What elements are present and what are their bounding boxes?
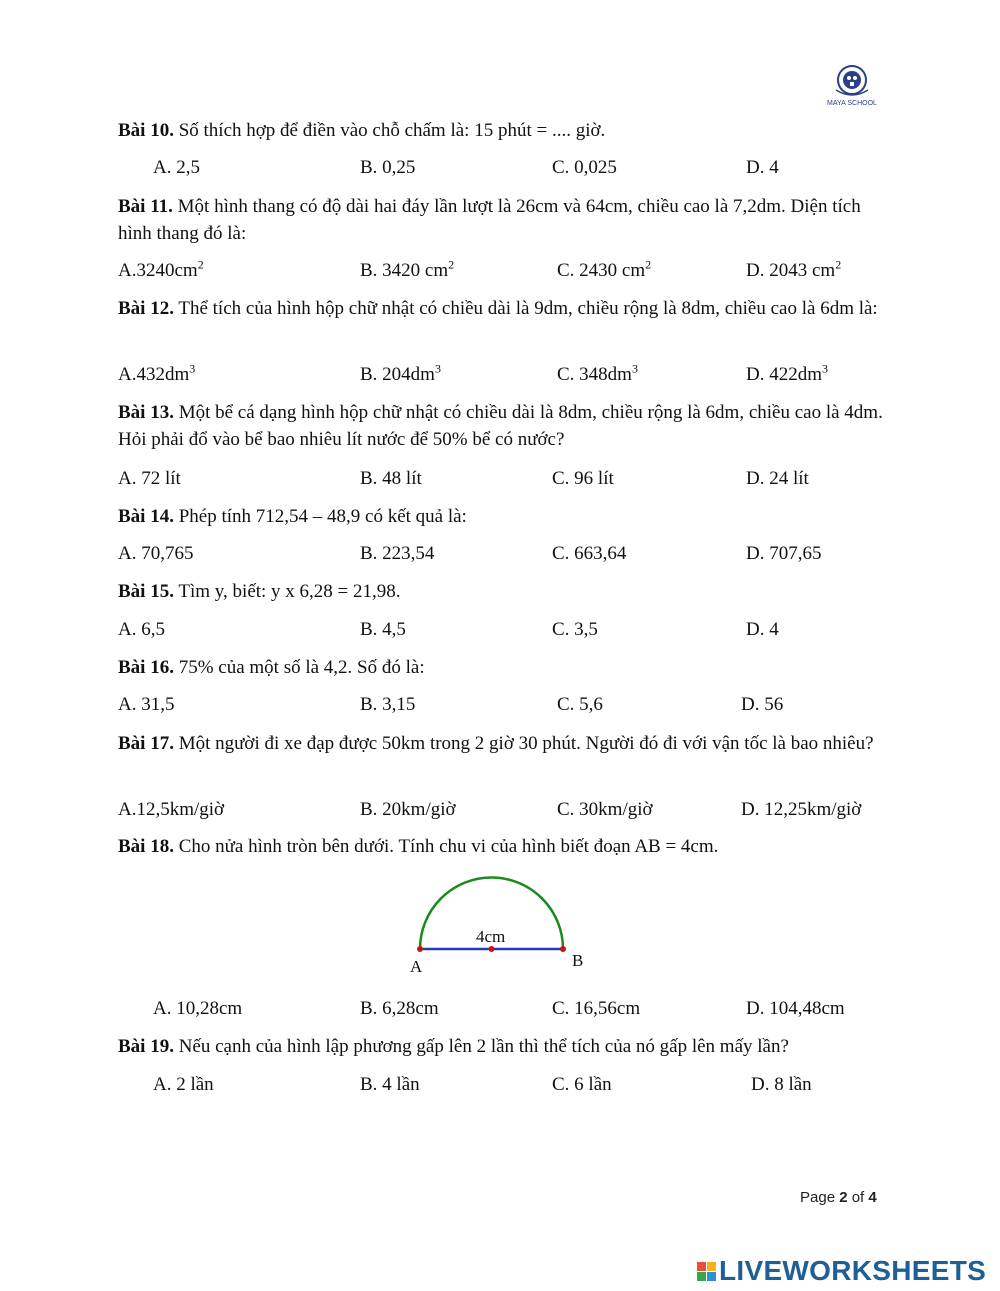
question-text: 75% của một số là 4,2. Số đó là: (173, 657, 425, 678)
options-11 (0, 257, 1000, 284)
school-logo (822, 62, 882, 112)
option-b[interactable]: B. 48 lít (360, 468, 422, 489)
question-text: Thể tích của hình hộp chữ nhật có chiều dài là 9dm, chiều rộng là 8dm, chiều cao là 6dm là: (173, 298, 878, 319)
question-number: Bài 16. (118, 657, 174, 678)
point-b-dot (560, 946, 566, 952)
option-a[interactable]: $A.3240cm^2$ (118, 257, 204, 281)
option-a[interactable]: A.12,5km/giờ (118, 799, 225, 820)
option-c[interactable]: C. 5,6 (557, 694, 603, 715)
question-text: Một người đi xe đạp được 50km trong 2 giờ 30 phút. Người đó đi với vận tốc là bao nhiêu? (173, 733, 874, 754)
option-c[interactable]: C. 96 lít (552, 468, 614, 489)
option-d[interactable]: D. 2043 $cm^2$ (746, 257, 842, 281)
question-number: Bài 10. (118, 120, 174, 141)
option-d[interactable]: D. 104,48cm (746, 998, 845, 1019)
center-dot (489, 946, 495, 952)
question-number: Bài 17. (118, 733, 174, 754)
option-b[interactable]: B. 4 lần (360, 1074, 420, 1095)
option-c[interactable]: C. $348dm^3$ (557, 361, 638, 385)
option-a[interactable]: A. 72 lít (118, 468, 181, 489)
question-15 (118, 578, 883, 605)
option-c[interactable]: C. 6 lần (552, 1074, 612, 1095)
options-18 (0, 995, 1000, 1022)
option-a[interactable]: $A.432dm^3$ (118, 361, 196, 385)
option-d[interactable]: D. 12,25km/giờ (741, 799, 862, 820)
option-b[interactable]: B. 20km/giờ (360, 799, 456, 820)
option-d[interactable]: D. $422dm^3$ (746, 361, 828, 385)
question-19 (118, 1033, 883, 1060)
option-d[interactable]: D. 4 (746, 157, 779, 178)
question-17 (118, 730, 883, 757)
option-b[interactable]: B. 3,15 (360, 694, 416, 715)
option-a[interactable]: A. 2 lần (153, 1074, 214, 1095)
option-b[interactable]: B. 3420 $cm^2$ (360, 257, 455, 281)
option-b[interactable]: B. 4,5 (360, 619, 406, 640)
option-d[interactable]: D. 707,65 (746, 543, 822, 564)
question-16 (118, 654, 883, 681)
semicircle-figure (400, 868, 600, 980)
question-14 (118, 503, 883, 530)
point-b-label: B (572, 951, 584, 970)
question-number: Bài 15. (118, 581, 174, 602)
options-17 (0, 796, 1000, 823)
question-text: Số thích hợp để điền vào chỗ chấm là: 15 phút = .... giờ. (173, 120, 606, 141)
question-11 (118, 193, 883, 247)
question-text: Một hình thang có độ dài hai đáy lần lượt là 26cm và 64cm, chiều cao là 7,2dm. Diện tích hình thang đó là: (118, 196, 861, 244)
option-c[interactable]: C. 663,64 (552, 543, 627, 564)
question-number: Bài 11. (118, 196, 173, 217)
liveworksheets-watermark (697, 1255, 986, 1287)
options-19 (0, 1071, 1000, 1098)
options-14 (0, 540, 1000, 567)
point-a-label: A (410, 957, 423, 976)
options-10 (0, 154, 1000, 181)
segment-label: 4cm (476, 927, 506, 946)
option-c[interactable]: C. 3,5 (552, 619, 598, 640)
question-18 (118, 833, 883, 860)
watermark-text: LIVEWORKSHEETS (719, 1255, 987, 1286)
option-a[interactable]: A. 31,5 (118, 694, 175, 715)
options-16 (0, 691, 1000, 718)
option-c[interactable]: C. 16,56cm (552, 998, 641, 1019)
option-a[interactable]: A. 70,765 (118, 543, 194, 564)
question-text: Tìm y, biết: y x 6,28 = 21,98. (173, 581, 401, 602)
options-15 (0, 616, 1000, 643)
school-name: MAYA SCHOOL (827, 100, 877, 107)
liveworksheets-logo-icon (697, 1262, 716, 1281)
options-12 (0, 361, 1000, 388)
page-number: Page 2 of 4 (800, 1189, 877, 1206)
options-13 (0, 465, 1000, 492)
option-d[interactable]: D. 8 lần (751, 1074, 812, 1095)
question-text: Phép tính 712,54 – 48,9 có kết quả là: (173, 506, 467, 527)
option-a[interactable]: A. 6,5 (118, 619, 165, 640)
option-c[interactable]: C. 0,025 (552, 157, 617, 178)
question-number: Bài 19. (118, 1036, 174, 1057)
question-13 (118, 399, 883, 453)
option-c[interactable]: C. 2430 $cm^2$ (557, 257, 652, 281)
question-10 (118, 117, 883, 144)
question-text: Một bể cá dạng hình hộp chữ nhật có chiều dài là 8dm, chiều rộng là 6dm, chiều cao là 4dm. Hỏi phải đổ vào bể bao nhiêu lít nước để 50% bể có nước? (118, 402, 883, 450)
question-12 (118, 295, 883, 322)
question-number: Bài 18. (118, 836, 174, 857)
question-text: Nếu cạnh của hình lập phương gấp lên 2 lần thì thể tích của nó gấp lên mấy lần? (173, 1036, 789, 1057)
question-number: Bài 14. (118, 506, 174, 527)
option-b[interactable]: B. 6,28cm (360, 998, 439, 1019)
option-b[interactable]: B. $204dm^3$ (360, 361, 441, 385)
point-a-dot (417, 946, 423, 952)
option-b[interactable]: B. 0,25 (360, 157, 416, 178)
option-a[interactable]: A. 2,5 (153, 157, 200, 178)
option-d[interactable]: D. 4 (746, 619, 779, 640)
option-d[interactable]: D. 56 (741, 694, 784, 715)
question-text: Cho nửa hình tròn bên dưới. Tính chu vi của hình biết đoạn AB = 4cm. (173, 836, 719, 857)
option-b[interactable]: B. 223,54 (360, 543, 435, 564)
option-d[interactable]: D. 24 lít (746, 468, 809, 489)
option-c[interactable]: C. 30km/giờ (557, 799, 653, 820)
option-a[interactable]: A. 10,28cm (153, 998, 243, 1019)
question-number: Bài 12. (118, 298, 174, 319)
question-number: Bài 13. (118, 402, 174, 423)
